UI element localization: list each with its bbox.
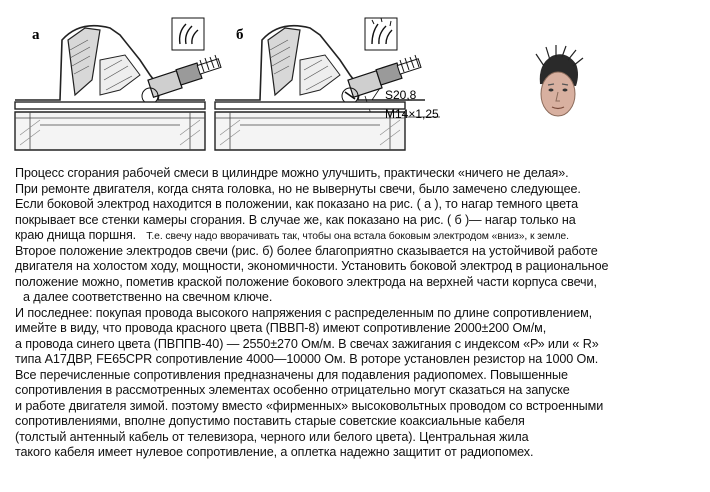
spark-plug-diagrams: [0, 0, 710, 160]
figure-a-label: а: [32, 27, 40, 43]
thread-size-label: M14×1,25: [385, 107, 439, 121]
figure-a-drawing: [15, 18, 221, 150]
text-line: При ремонте двигателя, когда снята головка, но не вывернуты свечи, было замечено следующее.: [15, 181, 581, 196]
text-line: И последнее: покупая провода высокого напряжения с распределенным по длине сопротивлением,: [15, 305, 593, 320]
flame-icon: [172, 18, 204, 50]
portrait-illustration: [520, 44, 590, 124]
text-line-with-note: [15, 228, 705, 244]
text-line: а провода синего цвета (ПВППВ-40) — 2550±270 Ом/м. В свечах зажигания с индексом «Р» или « R»: [15, 336, 599, 351]
footnote-text: Т.е. свечу надо вворачивать так, чтобы она встала боковым электродом «вниз», к земле.: [146, 231, 569, 242]
text-line: Второе положение электродов свечи (рис. б) более благоприятно сказывается на устойчивой работе: [15, 243, 598, 258]
text-line: (толстый антенный кабель от телевизора, черного или белого цвета). Центральная жила: [15, 429, 529, 444]
text-line: двигателя на холостом ходу, мощности, экономичности. Установить боковой электрод в рациональное: [15, 259, 609, 273]
text-line: сопротивления в рассмотренных элементах особенно отрицательно могут сказаться на запуске: [15, 383, 570, 397]
text-line: покрывает все стенки камеры сгорания. В случае же, как показано на рис. ( б )— нагар только на: [15, 212, 576, 227]
text-line: сопротивлениями, вполне допустимо поставить старые советские коаксиальные кабеля: [15, 414, 525, 428]
text-line: Процесс сгорания рабочей смеси в цилиндре можно улучшить, практически «ничего не делая».: [15, 166, 569, 180]
text-line: положение можно, пометив краской положение бокового электрода на верхней части корпуса свечи,: [15, 274, 597, 289]
text-line: а далее соответственно на свечном ключе.: [23, 290, 273, 304]
flame-icon: [365, 18, 397, 50]
figure-b-label: б: [236, 27, 244, 43]
text-line: Если боковой электрод находится в положении, как показано на рис. ( а ), то нагар темного цвета: [15, 197, 579, 211]
article-text: [15, 166, 705, 461]
text-line: имейте в виду, что провода красного цвета (ПВВП-8) имеют сопротивление 2000±200 Ом/м,: [15, 321, 547, 335]
text-line: такого кабеля имеет нулевое сопротивление, а оплетка надежно защитит от радиопомех.: [15, 445, 534, 459]
text-line: типа А17ДВР, FE65CPR сопротивление 4000—10000 Ом. В роторе установлен резистор на 1000 Ом.: [15, 352, 599, 366]
spark-plug-a: [142, 55, 221, 104]
figure-b-drawing: [215, 18, 440, 150]
text-line: Все перечисленные сопротивления предназначены для подавления радиопомех. Повышенные: [15, 367, 568, 382]
text-line: краю днища поршня.: [15, 228, 137, 242]
wrench-size-label: S20,8: [385, 88, 417, 102]
text-line: и работе двигателя зимой. поэтому вместо «фирменных» высоковольтных проводом со встроенными: [15, 398, 604, 413]
